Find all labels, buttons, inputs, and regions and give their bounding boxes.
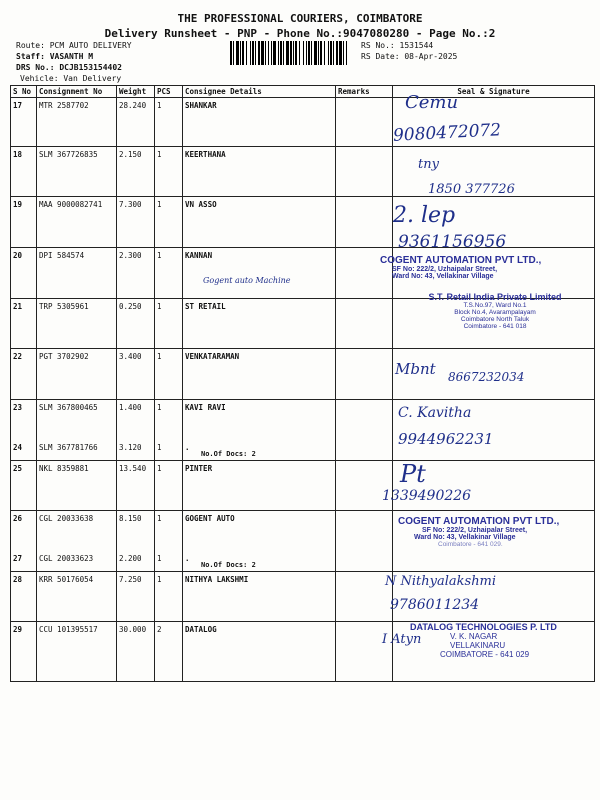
docs-count: No.Of Docs: 2 [201,450,256,458]
signature-19: 2. lep [393,203,456,228]
stamp-text: Coimbatore North Taluk [460,316,530,323]
signature-22-phone: 8667232034 [448,370,525,384]
barcode-bar [236,41,239,65]
barcode-bar [318,41,319,65]
cell-remarks [336,440,393,461]
cell-remarks [336,98,393,147]
cell-sno: 25 [11,461,37,511]
cell-consignee: PINTER [183,461,336,511]
cell-pcs: 2 [155,622,183,682]
barcode-bar [258,41,260,65]
stamp-text: S.T. Retail India Private Limited [428,292,562,302]
stamp-text: VELLAKINARU [450,641,506,650]
barcode-bar [333,41,334,65]
barcode-image [230,41,348,65]
datalog-stamp [410,622,595,659]
table-row [11,572,595,622]
barcode-bar [268,41,269,65]
barcode-bar [295,41,297,65]
cogent-stamp-2 [398,516,593,548]
stamp-text: COGENT AUTOMATION PVT LTD., [398,516,560,527]
stamp-text: Coimbatore - 641 029. [438,541,503,548]
signature-17: Cemu [405,92,459,113]
cell-sno: 19 [11,197,37,248]
cell-pcs: 1 [155,147,183,197]
cell-weight: 3.400 [117,349,155,400]
cell-consignee: VENKATARAMAN [183,349,336,400]
cell-sno: 18 [11,147,37,197]
col-header-consignee: Consignee Details [183,86,336,98]
barcode-bar [346,41,347,65]
cell-weight: 3.120 [117,440,155,461]
cell-sno: 21 [11,299,37,349]
cell-consignment-no: SLM 367726835 [37,147,117,197]
barcode-bar [290,41,292,65]
table-row [11,551,595,572]
barcode-bar [308,41,310,65]
stamp-text: Ward No: 43, Vellakinar Village [392,273,494,280]
barcode-bar [265,41,266,65]
cell-sno: 29 [11,622,37,682]
cell-sno: 27 [11,551,37,572]
cell-sno: 23 [11,400,37,440]
cell-consignee: GOGENT AUTO [183,511,336,551]
cell-remarks [336,349,393,400]
barcode-bar [273,41,276,65]
stamp-text: V. K. NAGAR [450,632,498,641]
cell-pcs: 1 [155,511,183,551]
barcode-bar [336,41,338,65]
cell-weight: 13.540 [117,461,155,511]
table-row [11,98,595,147]
cell-consignment-no: KRR 50176054 [37,572,117,622]
cell-pcs: 1 [155,248,183,299]
cell-weight: 1.400 [117,400,155,440]
table-header-row [11,86,595,98]
barcode-bar [343,41,344,65]
signature-18: tny [418,157,439,172]
barcode-bar [278,41,279,65]
cell-consignee: KAVI RAVI [183,400,336,440]
col-header-consignment: Consignment No [37,86,117,98]
cell-consignee: . No.Of Docs: 2 [183,551,336,572]
barcode-bar [293,41,294,65]
table-row [11,461,595,511]
col-header-signature: Seal & Signature [393,86,595,98]
signature-28-phone: 9786011234 [390,597,480,613]
col-header-pcs: PCS [155,86,183,98]
stamp-text: Ward No: 43, Vellakinar Village [414,534,516,541]
signature-17-phone: 9080472072 [392,120,502,146]
stamp-text: Block No.4, Avarampalayam [454,309,536,316]
cell-weight: 2.200 [117,551,155,572]
barcode-bar [306,41,307,65]
cell-consignment-no: SLM 367781766 [37,440,117,461]
barcode-bar [299,41,300,65]
cell-consignment-no: TRP 5305961 [37,299,117,349]
cell-pcs: 1 [155,299,183,349]
cell-remarks [336,400,393,440]
table-row [11,197,595,248]
cell-weight: 2.300 [117,248,155,299]
signature-22: Mbnt [395,360,436,378]
cell-consignee: KEERTHANA [183,147,336,197]
cell-remarks [336,197,393,248]
rs-date-label: RS Date: 08-Apr-2025 [361,52,458,61]
cell-sno: 22 [11,349,37,400]
delivery-note-20: Gogent auto Machine [203,276,291,285]
cell-consignment-no: DPI 584574 [37,248,117,299]
col-header-remarks: Remarks [336,86,393,98]
route-label: Route: PCM AUTO DELIVERY [16,41,132,50]
cell-pcs: 1 [155,349,183,400]
table-row [11,400,595,440]
cell-remarks [336,622,393,682]
cell-sno: 24 [11,440,37,461]
cell-consignment-no: PGT 3702902 [37,349,117,400]
cell-consignment-no: MTR 2587702 [37,98,117,147]
cell-weight: 7.250 [117,572,155,622]
cell-sno: 20 [11,248,37,299]
barcode-bar [261,41,264,65]
cell-weight: 28.240 [117,98,155,147]
signature-18-phone: 1850 377726 [428,182,515,197]
cell-consignee: . No.Of Docs: 2 [183,440,336,461]
cell-consignee: ST RETAIL [183,299,336,349]
cell-pcs: 1 [155,440,183,461]
stamp-text: COIMBATORE - 641 029 [440,650,530,659]
barcode-bar [330,41,332,65]
cell-remarks [336,299,393,349]
cell-remarks [336,551,393,572]
barcode-bar [303,41,304,65]
barcode-bar [311,41,312,65]
barcode-bar [283,41,284,65]
signature-23-phone: 9944962231 [398,430,494,448]
cell-weight: 30.000 [117,622,155,682]
cell-consignee: NITHYA LAKSHMI [183,572,336,622]
stamp-text: SF No: 222/2, Uzhaipalar Street, [392,266,498,273]
signature-19-phone: 9361156956 [398,232,507,252]
cell-remarks [336,511,393,551]
cell-consignment-no: CCU 101395517 [37,622,117,682]
barcode-bar [233,41,234,65]
cogent-stamp-1 [380,255,585,280]
page-title: THE PROFESSIONAL COURIERS, COIMBATORE [177,12,423,25]
cell-remarks [336,147,393,197]
barcode-bar [324,41,325,65]
barcode-bar [230,41,232,65]
cell-consignment-no: NKL 8359881 [37,461,117,511]
vehicle-label: Vehicle: Van Delivery [20,74,122,83]
stamp-text: SF No: 222/2, Uzhaipalar Street, [422,527,528,534]
barcode-bar [328,41,329,65]
table-row [11,440,595,461]
docs-count: No.Of Docs: 2 [201,561,256,569]
cell-pcs: 1 [155,197,183,248]
cell-sno: 17 [11,98,37,147]
cell-consignment-no: SLM 367800465 [37,400,117,440]
cell-sno: 28 [11,572,37,622]
drs-label: DRS No.: DCJB153154402 [16,63,122,72]
cell-remarks [336,572,393,622]
cell-pcs: 1 [155,461,183,511]
cell-weight: 2.150 [117,147,155,197]
cell-consignee: KANNAN [183,248,336,299]
signature-28: N Nithyalakshmi [385,574,497,589]
cell-consignment-no: CGL 20033623 [37,551,117,572]
cell-consignee: VN ASSO [183,197,336,248]
page-subtitle: Delivery Runsheet - PNP - Phone No.:9047080280 - Page No.:2 [104,27,496,40]
barcode-bar [339,41,342,65]
barcode-bar [242,41,244,65]
cell-pcs: 1 [155,98,183,147]
cell-consignment-no: CGL 20033638 [37,511,117,551]
col-header-sno: S No [11,86,37,98]
barcode-bar [286,41,289,65]
barcode-bar [252,41,254,65]
barcode-bar [280,41,282,65]
barcode-bar [255,41,256,65]
stamp-text: Coimbatore - 641 018 [463,323,527,330]
barcode-bar [320,41,322,65]
stamp-text: T.S.No.97, Ward No.1 [463,302,527,309]
barcode-bar [246,41,247,65]
stamp-text: COGENT AUTOMATION PVT LTD., [380,255,542,266]
cell-pcs: 1 [155,572,183,622]
cell-weight: 7.300 [117,197,155,248]
cell-weight: 0.250 [117,299,155,349]
cell-pcs: 1 [155,551,183,572]
cell-consignee: SHANKAR [183,98,336,147]
barcode-bar [250,41,251,65]
cell-consignment-no: MAA 9000082741 [37,197,117,248]
signature-29: I Atyn [382,632,422,647]
staff-label: Staff: VASANTH M [16,52,94,61]
signature-25-phone: 1339490226 [382,488,472,504]
barcode-bar [240,41,241,65]
signature-25: Pt [400,460,426,488]
signature-23: C. Kavitha [398,405,472,421]
col-header-weight: Weight [117,86,155,98]
cell-signature [393,551,595,572]
rs-no-label: RS No.: 1531544 [361,41,434,50]
barcode-bar [271,41,272,65]
st-retail-stamp [400,292,590,330]
cell-pcs: 1 [155,400,183,440]
cell-weight: 8.150 [117,511,155,551]
cell-consignee: DATALOG [183,622,336,682]
barcode-bar [314,41,317,65]
stamp-text: DATALOG TECHNOLOGIES P. LTD [410,622,557,632]
cell-sno: 26 [11,511,37,551]
